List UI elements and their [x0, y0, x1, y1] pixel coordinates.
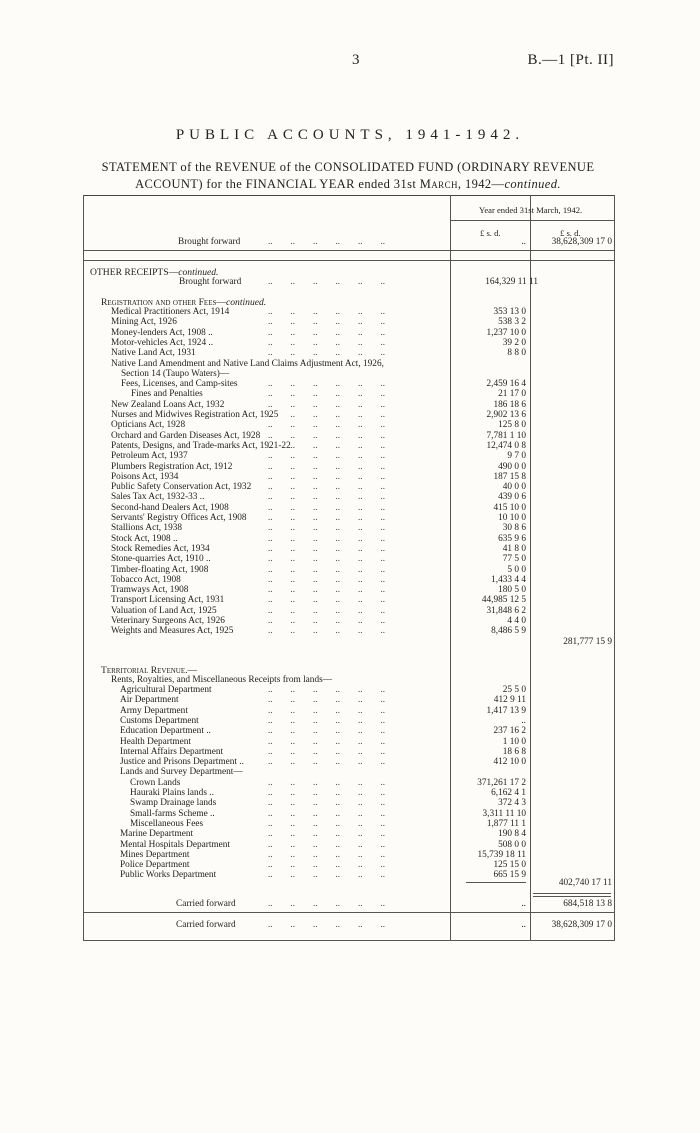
leader-dots: .. .. .. .. .. .. — [268, 563, 385, 574]
leader-dots: .. .. .. .. .. .. — [268, 512, 385, 522]
leader-dots: .. .. .. .. .. .. — [268, 450, 385, 461]
row-label: Hauraki Plains lands .. — [130, 788, 214, 798]
row-amount: 237 16 2 — [493, 726, 526, 737]
row-label: Medical Practitioners Act, 1914 — [111, 307, 230, 317]
leader-dots: .. .. .. .. .. .. — [268, 378, 385, 389]
leader-dots: .. .. .. .. .. .. — [268, 491, 385, 502]
col2-units: £ s. d. — [560, 228, 581, 238]
leader-dots: .. .. .. .. .. .. — [268, 347, 385, 358]
leader-dots: .. .. .. .. .. .. — [268, 419, 385, 430]
row-label: Swamp Drainage lands — [130, 798, 217, 809]
row-amount: 8,486 5 9 — [491, 626, 526, 637]
leader-dots: .. .. .. .. .. .. — [268, 604, 385, 615]
row-label: Air Department — [120, 695, 179, 706]
row-amount: 3,311 11 10 — [482, 808, 526, 819]
row-amount: 40 0 0 — [502, 482, 526, 493]
row-label: Native Land Act, 1931 — [111, 348, 196, 359]
leader-dots: .. .. .. .. .. .. — [268, 276, 385, 286]
leader-dots: .. .. .. .. .. .. — [268, 584, 385, 595]
leader-dots: .. .. .. .. .. .. — [268, 807, 385, 818]
row-amount: 412 9 11 — [493, 695, 526, 706]
leader-dots: .. .. .. .. .. .. — [268, 522, 385, 533]
leader-dots: .. .. .. .. .. .. — [268, 694, 385, 705]
leader-dots: .. .. .. .. .. .. — [268, 460, 385, 471]
table-column-rule-2 — [530, 195, 531, 941]
other-receipts-continued: continued. — [178, 267, 219, 278]
leader-dots: .. .. .. .. .. .. — [268, 776, 385, 787]
leader-dots: .. .. .. .. .. .. — [268, 787, 385, 797]
row-label: Nurses and Midwives Registration Act, 1925 — [111, 410, 279, 420]
row-label: Mental Hospitals Department — [120, 839, 230, 850]
row-amount: 2,459 16 4 — [486, 379, 526, 390]
leader-dots: .. .. .. .. .. .. — [268, 542, 385, 553]
row-label: Stock Act, 1908 .. — [111, 533, 178, 544]
row-label: Tramways Act, 1908 — [111, 585, 189, 596]
leader-dots: .. .. .. .. .. .. — [268, 336, 385, 347]
leader-dots: .. .. .. .. .. .. — [268, 409, 385, 419]
table-right-rule — [614, 195, 615, 941]
row-label: Stock Remedies Act, 1934 — [111, 543, 210, 554]
row-amount: 7,781 1 10 — [486, 430, 526, 441]
row-amount: 353 13 0 — [493, 307, 526, 317]
row-amount: 1,877 11 1 — [486, 818, 526, 829]
other-receipts-brought-forward-label: Brought forward — [179, 277, 242, 287]
row-amount: 665 15 9 — [493, 870, 526, 881]
leader-dots: .. .. .. .. .. .. — [268, 532, 385, 543]
row-amount: 1,237 10 0 — [486, 327, 526, 338]
row-label: Crown Lands — [130, 777, 181, 788]
subtitle-line-2 — [78, 176, 618, 193]
leader-dots: .. .. .. .. .. .. — [268, 316, 385, 327]
row-label: Transport Licensing Act, 1931 — [111, 595, 225, 606]
year-header-rule — [450, 220, 614, 221]
leader-dots: .. .. .. .. .. .. — [268, 797, 385, 808]
row-amount: 12,474 0 8 — [486, 440, 526, 451]
row-label: Police Department — [120, 860, 190, 871]
leader-dots: .. .. .. .. .. .. — [268, 573, 385, 584]
territorial-subheading: Rents, Royalties, and Miscellaneous Receipts from lands— — [111, 675, 333, 685]
page-number: 3 — [352, 52, 360, 68]
leader-dots: .. .. .. .. .. .. — [268, 429, 385, 440]
row-amount: .. — [521, 715, 526, 726]
row-amount: 371,261 17 2 — [477, 777, 526, 788]
col1-sum-rule — [466, 882, 526, 883]
row-label: Fees, Licenses, and Camp-sites — [121, 379, 238, 390]
row-amount: 190 8 4 — [498, 829, 526, 840]
row-label: Fines and Penalties — [131, 389, 203, 400]
row-label: Weights and Measures Act, 1925 — [111, 626, 234, 637]
row-amount: 439 0 6 — [498, 492, 526, 503]
row-label: Patents, Designs, and Trade-marks Act, 1921-22 — [111, 440, 291, 451]
carried-separator-rule — [83, 912, 614, 913]
leader-dots: .. .. .. .. .. .. — [268, 725, 385, 736]
leader-dots: .. .. .. .. .. .. — [268, 714, 385, 725]
row-amount: 372 4 3 — [498, 798, 526, 809]
row-amount: 635 9 6 — [498, 533, 526, 544]
row-label: Native Land Amendment and Native Land Claims Adjustment Act, 1926, — [111, 358, 384, 369]
leader-dots: .. .. .. .. .. .. — [268, 828, 385, 839]
registration-heading-text: Registration and other Fees— — [101, 297, 226, 308]
leader-dots: .. .. .. .. .. .. — [268, 859, 385, 870]
row-label: Opticians Act, 1928 — [111, 420, 186, 431]
territorial-heading: Territorial Revenue.— — [101, 665, 198, 676]
leader-dots: .. .. .. .. .. .. — [268, 594, 385, 605]
row-label: Sales Tax Act, 1932-33 .. — [111, 492, 205, 503]
leader-dots: .. .. .. .. .. .. — [268, 756, 385, 767]
row-label: Second-hand Dealers Act, 1908 — [111, 502, 229, 513]
registration-subtotal: 281,777 15 9 — [563, 637, 612, 647]
row-label: Money-lenders Act, 1908 .. — [111, 327, 213, 338]
leader-dots: .. .. .. .. .. .. — [268, 838, 385, 849]
row-label: Plumbers Registration Act, 1912 — [111, 461, 233, 472]
row-amount: 25 5 0 — [502, 685, 526, 695]
leader-dots: .. .. .. .. .. .. — [268, 553, 385, 564]
row-label: Motor-vehicles Act, 1924 .. — [111, 337, 214, 348]
header-double-rule — [83, 260, 614, 261]
row-label: Stone-quarries Act, 1910 .. — [111, 554, 211, 565]
carried-forward-col2-2: 38,628,309 17 0 — [551, 920, 612, 930]
row-label: Marine Department — [120, 829, 194, 840]
row-label: Army Department — [120, 705, 188, 716]
col2-sum-rule-2 — [533, 896, 611, 897]
subtitle-continued: continued. — [504, 177, 561, 191]
row-label: Education Department .. — [120, 726, 211, 737]
row-amount: 31,848 6 2 — [486, 605, 526, 616]
row-amount: 415 10 0 — [493, 502, 526, 513]
row-label: Customs Department — [120, 715, 199, 726]
row-amount: 508 0 0 — [498, 839, 526, 850]
territorial-subtotal: 402,740 17 11 — [558, 878, 612, 888]
row-label: Lands and Survey Department— — [120, 767, 243, 778]
leader-dots: .. .. .. .. .. .. — [268, 919, 385, 929]
subtitle-line-2-prefix: ACCOUNT) for the FINANCIAL YEAR ended 31st — [135, 177, 417, 191]
carried-forward-label-1: Carried forward — [176, 899, 236, 909]
row-label: Petroleum Act, 1937 — [111, 451, 188, 462]
leader-dots: .. .. .. .. .. .. — [268, 470, 385, 481]
row-label: Internal Affairs Department — [120, 746, 224, 757]
leader-dots: .. .. .. .. .. .. — [268, 615, 385, 625]
row-amount: 187 15 8 — [493, 471, 526, 482]
row-label: Mining Act, 1926 — [111, 317, 177, 328]
brought-forward-label: Brought forward — [178, 237, 241, 247]
row-label: Section 14 (Taupo Waters)— — [121, 368, 230, 379]
row-label: Stallions Act, 1938 — [111, 523, 183, 534]
row-amount: 125 8 0 — [498, 420, 526, 431]
row-amount: 6,162 4 1 — [491, 788, 526, 798]
leader-dots: .. .. .. .. .. .. — [268, 326, 385, 337]
subtitle-line-2-suffix: , 1942— — [457, 177, 505, 191]
page-title: PUBLIC ACCOUNTS, 1941-1942. — [175, 127, 525, 143]
row-amount: 41 8 0 — [502, 543, 526, 554]
leader-dots: .. .. .. .. .. .. — [268, 306, 385, 316]
leader-dots: .. .. .. .. .. .. — [268, 898, 385, 908]
carried-forward-col1-1: .. — [521, 899, 526, 909]
leader-dots: .. .. .. .. .. .. — [268, 236, 385, 246]
other-receipts-brought-forward-amount: 164,329 11 11 — [485, 277, 538, 287]
row-amount: 77 5 0 — [502, 554, 526, 565]
row-amount: 1,433 4 4 — [491, 574, 526, 585]
header-bottom-rule — [83, 250, 614, 251]
year-header: Year ended 31st March, 1942. — [479, 205, 583, 215]
other-receipts-heading-text: OTHER RECEIPTS— — [90, 267, 179, 278]
row-amount: 44,985 12 5 — [481, 595, 526, 606]
row-label: Public Works Department — [120, 870, 217, 881]
row-label: Mines Department — [120, 849, 190, 860]
table-left-rule — [83, 195, 84, 941]
row-amount: 18 6 8 — [502, 746, 526, 757]
row-amount: 1,417 13 9 — [486, 705, 526, 716]
table-bottom-rule — [83, 940, 614, 941]
carried-forward-label-2: Carried forward — [176, 920, 236, 930]
leader-dots: .. .. .. .. .. .. — [268, 684, 385, 694]
row-amount: 39 2 0 — [502, 337, 526, 348]
row-label: Small-farms Scheme .. — [130, 808, 215, 819]
carried-forward-col1-2: .. — [521, 920, 526, 930]
row-amount: 4 4 0 — [507, 616, 526, 626]
row-label: Agricultural Department — [120, 685, 212, 695]
row-label: Poisons Act, 1934 — [111, 471, 179, 482]
row-amount: 180 5 0 — [498, 585, 526, 596]
leader-dots: .. .. .. .. .. .. — [268, 439, 385, 450]
row-amount: 2,902 13 6 — [486, 410, 526, 420]
row-amount: 1 10 0 — [502, 736, 526, 747]
row-amount: 21 17 0 — [498, 389, 526, 400]
leader-dots: .. .. .. .. .. .. — [268, 817, 385, 828]
row-amount: 30 8 6 — [502, 523, 526, 534]
row-label: Veterinary Surgeons Act, 1926 — [111, 616, 225, 626]
leader-dots: .. .. .. .. .. .. — [268, 501, 385, 512]
row-amount: 8 8 0 — [507, 348, 526, 359]
row-amount: 125 15 0 — [493, 860, 526, 871]
leader-dots: .. .. .. .. .. .. — [268, 481, 385, 492]
subtitle-line-1: STATEMENT of the REVENUE of the CONSOLIDATED FUND (ORDINARY REVENUE — [101, 160, 595, 174]
page-reference: B.—1 [Pt. II] — [527, 52, 614, 68]
row-amount: 538 3 2 — [498, 317, 526, 328]
col2-sum-rule-1 — [533, 893, 611, 894]
row-label: Health Department — [120, 736, 191, 747]
row-amount: 490 0 0 — [498, 461, 526, 472]
leader-dots: .. .. .. .. .. .. — [268, 398, 385, 409]
row-amount: 10 10 0 — [498, 513, 526, 523]
statement-subtitle — [78, 159, 618, 193]
row-label: Tobacco Act, 1908 — [111, 574, 181, 585]
row-label: Miscellaneous Fees — [130, 818, 204, 829]
row-label: Timber-floating Act, 1908 — [111, 564, 209, 575]
row-label: Valuation of Land Act, 1925 — [111, 605, 217, 616]
row-amount: 9 7 0 — [507, 451, 526, 462]
leader-dots: .. .. .. .. .. .. — [268, 625, 385, 636]
brought-forward-col2: 38,628,309 17 0 — [551, 237, 612, 247]
leader-dots: .. .. .. .. .. .. — [268, 869, 385, 880]
brought-forward-col1: .. — [521, 237, 526, 247]
row-amount: 412 10 0 — [493, 757, 526, 768]
leader-dots: .. .. .. .. .. .. — [268, 745, 385, 756]
carried-forward-col2-1: 684,518 13 8 — [563, 899, 612, 909]
row-amount: 15,739 18 11 — [477, 849, 526, 860]
row-label: Orchard and Garden Diseases Act, 1928 — [111, 430, 261, 441]
row-amount: 5 0 0 — [507, 564, 526, 575]
registration-continued: continued. — [225, 297, 267, 308]
row-amount: 186 18 6 — [493, 399, 526, 410]
subtitle-month: March — [419, 177, 458, 191]
row-label: Servants' Registry Offices Act, 1908 — [111, 513, 247, 523]
leader-dots: .. .. .. .. .. .. — [268, 735, 385, 746]
leader-dots: .. .. .. .. .. .. — [268, 848, 385, 859]
leader-dots: .. .. .. .. .. .. — [268, 704, 385, 715]
row-label: New Zealand Loans Act, 1932 — [111, 399, 225, 410]
row-label: Justice and Prisons Department .. — [120, 757, 244, 768]
col1-units: £ s. d. — [480, 228, 501, 238]
row-label: Public Safety Conservation Act, 1932 — [111, 482, 252, 493]
leader-dots: .. .. .. .. .. .. — [268, 388, 385, 399]
